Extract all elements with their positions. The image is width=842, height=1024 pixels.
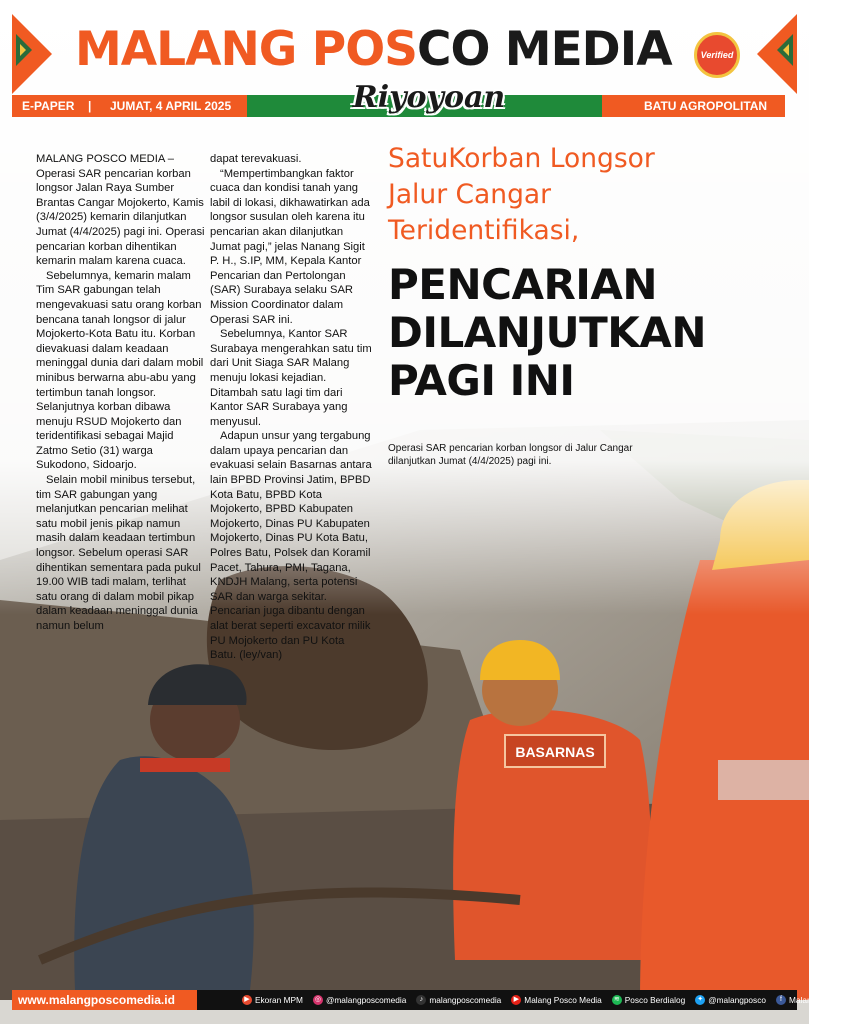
- social-label: @malangposcomedia: [325, 995, 407, 1005]
- play-icon: ▶: [242, 995, 252, 1005]
- social-label: Ekoran MPM: [255, 995, 303, 1005]
- paragraph: Sebelumnya, Kantor SAR Surabaya mengerahkan satu tim dari Unit Siaga SAR Malang menuju lokasi kejadian. Ditambah satu lagi tim dari Kantor SAR Surabaya yang menyusul.: [210, 328, 372, 428]
- paragraph: dapat terevakuasi.: [210, 153, 302, 165]
- article-column-2: [210, 152, 372, 663]
- social-link[interactable]: [313, 995, 406, 1005]
- section-label: BATU AGROPOLITAN: [644, 99, 768, 113]
- spotify-icon: ≋: [612, 995, 622, 1005]
- ornament-left-icon: [12, 14, 52, 94]
- photo-caption: Operasi SAR pencarian korban longsor di Jalur Cangar dilanjutkan Jumat (4/4/2025) pagi ini.: [388, 443, 633, 467]
- paragraph: “Mempertimbangkan faktor cuaca dan kondisi tanah yang labil di lokasi, dikhawatirkan ada longsor susulan oleh karena itu pencarian akan dilanjutkan Jumat pagi,” jelas Nanang Sigit P. H., S.IP, MM, Kepala Kantor Pencarian dan Pertolongan (SAR) Surabaya selaku SAR Mission Coordinator dalam Operasi SAR ini.: [210, 167, 370, 326]
- youtube-icon: ▶: [511, 995, 521, 1005]
- twitter-icon: ✦: [695, 995, 705, 1005]
- social-link[interactable]: [612, 995, 685, 1005]
- social-label: @malangposco: [708, 995, 766, 1005]
- tiktok-icon: ♪: [416, 995, 426, 1005]
- ornament-right-icon: [757, 14, 797, 94]
- issue-date: JUMAT, 4 APRIL 2025: [110, 99, 232, 113]
- social-label: malangposcomedia: [429, 995, 502, 1005]
- social-links: [242, 990, 842, 1010]
- paragraph: MALANG POSCO MEDIA – Operasi SAR pencarian korban longsor Jalan Raya Sumber Brantas Cangar Mojokerto, Kamis (3/4/2025) kemarin dilanjutkan Jumat (4/4/2025) pagi ini. Operasi pencarian korban dihentikan kemarin malam karena cuaca.: [36, 153, 205, 268]
- brand-logo: [75, 20, 672, 80]
- subheadline-line: Jalur Cangar: [388, 179, 552, 210]
- website-link[interactable]: www.malangposcomedia.id: [12, 990, 197, 1010]
- main-headline: [388, 261, 798, 405]
- social-label: Malang Posco Media: [524, 995, 602, 1005]
- social-link[interactable]: [695, 995, 766, 1005]
- social-link[interactable]: [511, 995, 601, 1005]
- edition-label: E-PAPER: [22, 99, 75, 113]
- headline-line: PENCARIAN: [388, 260, 658, 309]
- paragraph: Selain mobil minibus tersebut, tim SAR gabungan yang melanjutkan pencarian melihat satu mobil jenis pikap namun masih dalam keadaan tertimbun longsor. Sebelum operasi SAR dihentikan sementara pada pukul 19.00 WIB tadi malam, terlihat satu orang di dalam mobil pikap dalam keadaan meninggal dunia namun belum: [36, 474, 201, 632]
- verified-badge: Verified: [694, 32, 740, 78]
- headline-line: DILANJUTKAN: [388, 308, 706, 357]
- facebook-icon: f: [776, 995, 786, 1005]
- social-label: Malang Posco: [788, 995, 842, 1005]
- headline-line: PAGI INI: [388, 356, 575, 405]
- logo-part2: CO MEDIA: [417, 22, 672, 77]
- social-link[interactable]: [242, 995, 303, 1005]
- subheadline-line: Teridentifikasi,: [388, 215, 580, 246]
- social-link[interactable]: [776, 995, 842, 1005]
- article-column-1: [36, 152, 206, 634]
- footer-bar: [12, 990, 842, 1010]
- paragraph: Sebelumnya, kemarin malam Tim SAR gabungan telah mengevakuasi satu orang korban bencana tanah longsor di jalur Mojokerto-Kota Batu itu. Korban dievakuasi dalam keadaan meninggal dunia dari dalam mobil minibus berwarna abu-abu yang tertimbun tanah longsor. Selanjutnya korban dibawa menuju RSUD Mojokerto dan teridentifikasi sebagai Majid Zatmo Setio (31) warga Sukodono, Sidoarjo.: [36, 269, 204, 472]
- strip-divider: |: [88, 99, 92, 113]
- masthead: [0, 0, 809, 120]
- paragraph: Adapun unsur yang tergabung dalam upaya pencarian dan evakuasi selain Basarnas antara lain BPBD Provinsi Jatim, BPBD Kota Batu, BPBD Kota Mojokerto, BPBD Kabupaten Mojokerto, Dinas PU Kabupaten Mojokerto, Dinas PU Kota Batu, Polres Batu, Polsek dan Koramil Pacet, Tahura, PMI, Tagana, KNDJH Malang, serta potensi SAR dan warga sekitar. Pencarian juga dibantu dengan alat berat seperti excavator milik PU Mojokerto dan PU Kota Batu. (ley/van): [210, 430, 372, 662]
- subheadline: [388, 141, 788, 249]
- social-link[interactable]: [416, 995, 501, 1005]
- logo-part1: MALANG POS: [75, 22, 417, 77]
- instagram-icon: ◎: [314, 996, 321, 1003]
- social-label: Posco Berdialog: [624, 995, 686, 1005]
- series-script-title: Riyoyoan: [352, 80, 506, 115]
- subheadline-line: SatuKorban Longsor: [388, 143, 655, 174]
